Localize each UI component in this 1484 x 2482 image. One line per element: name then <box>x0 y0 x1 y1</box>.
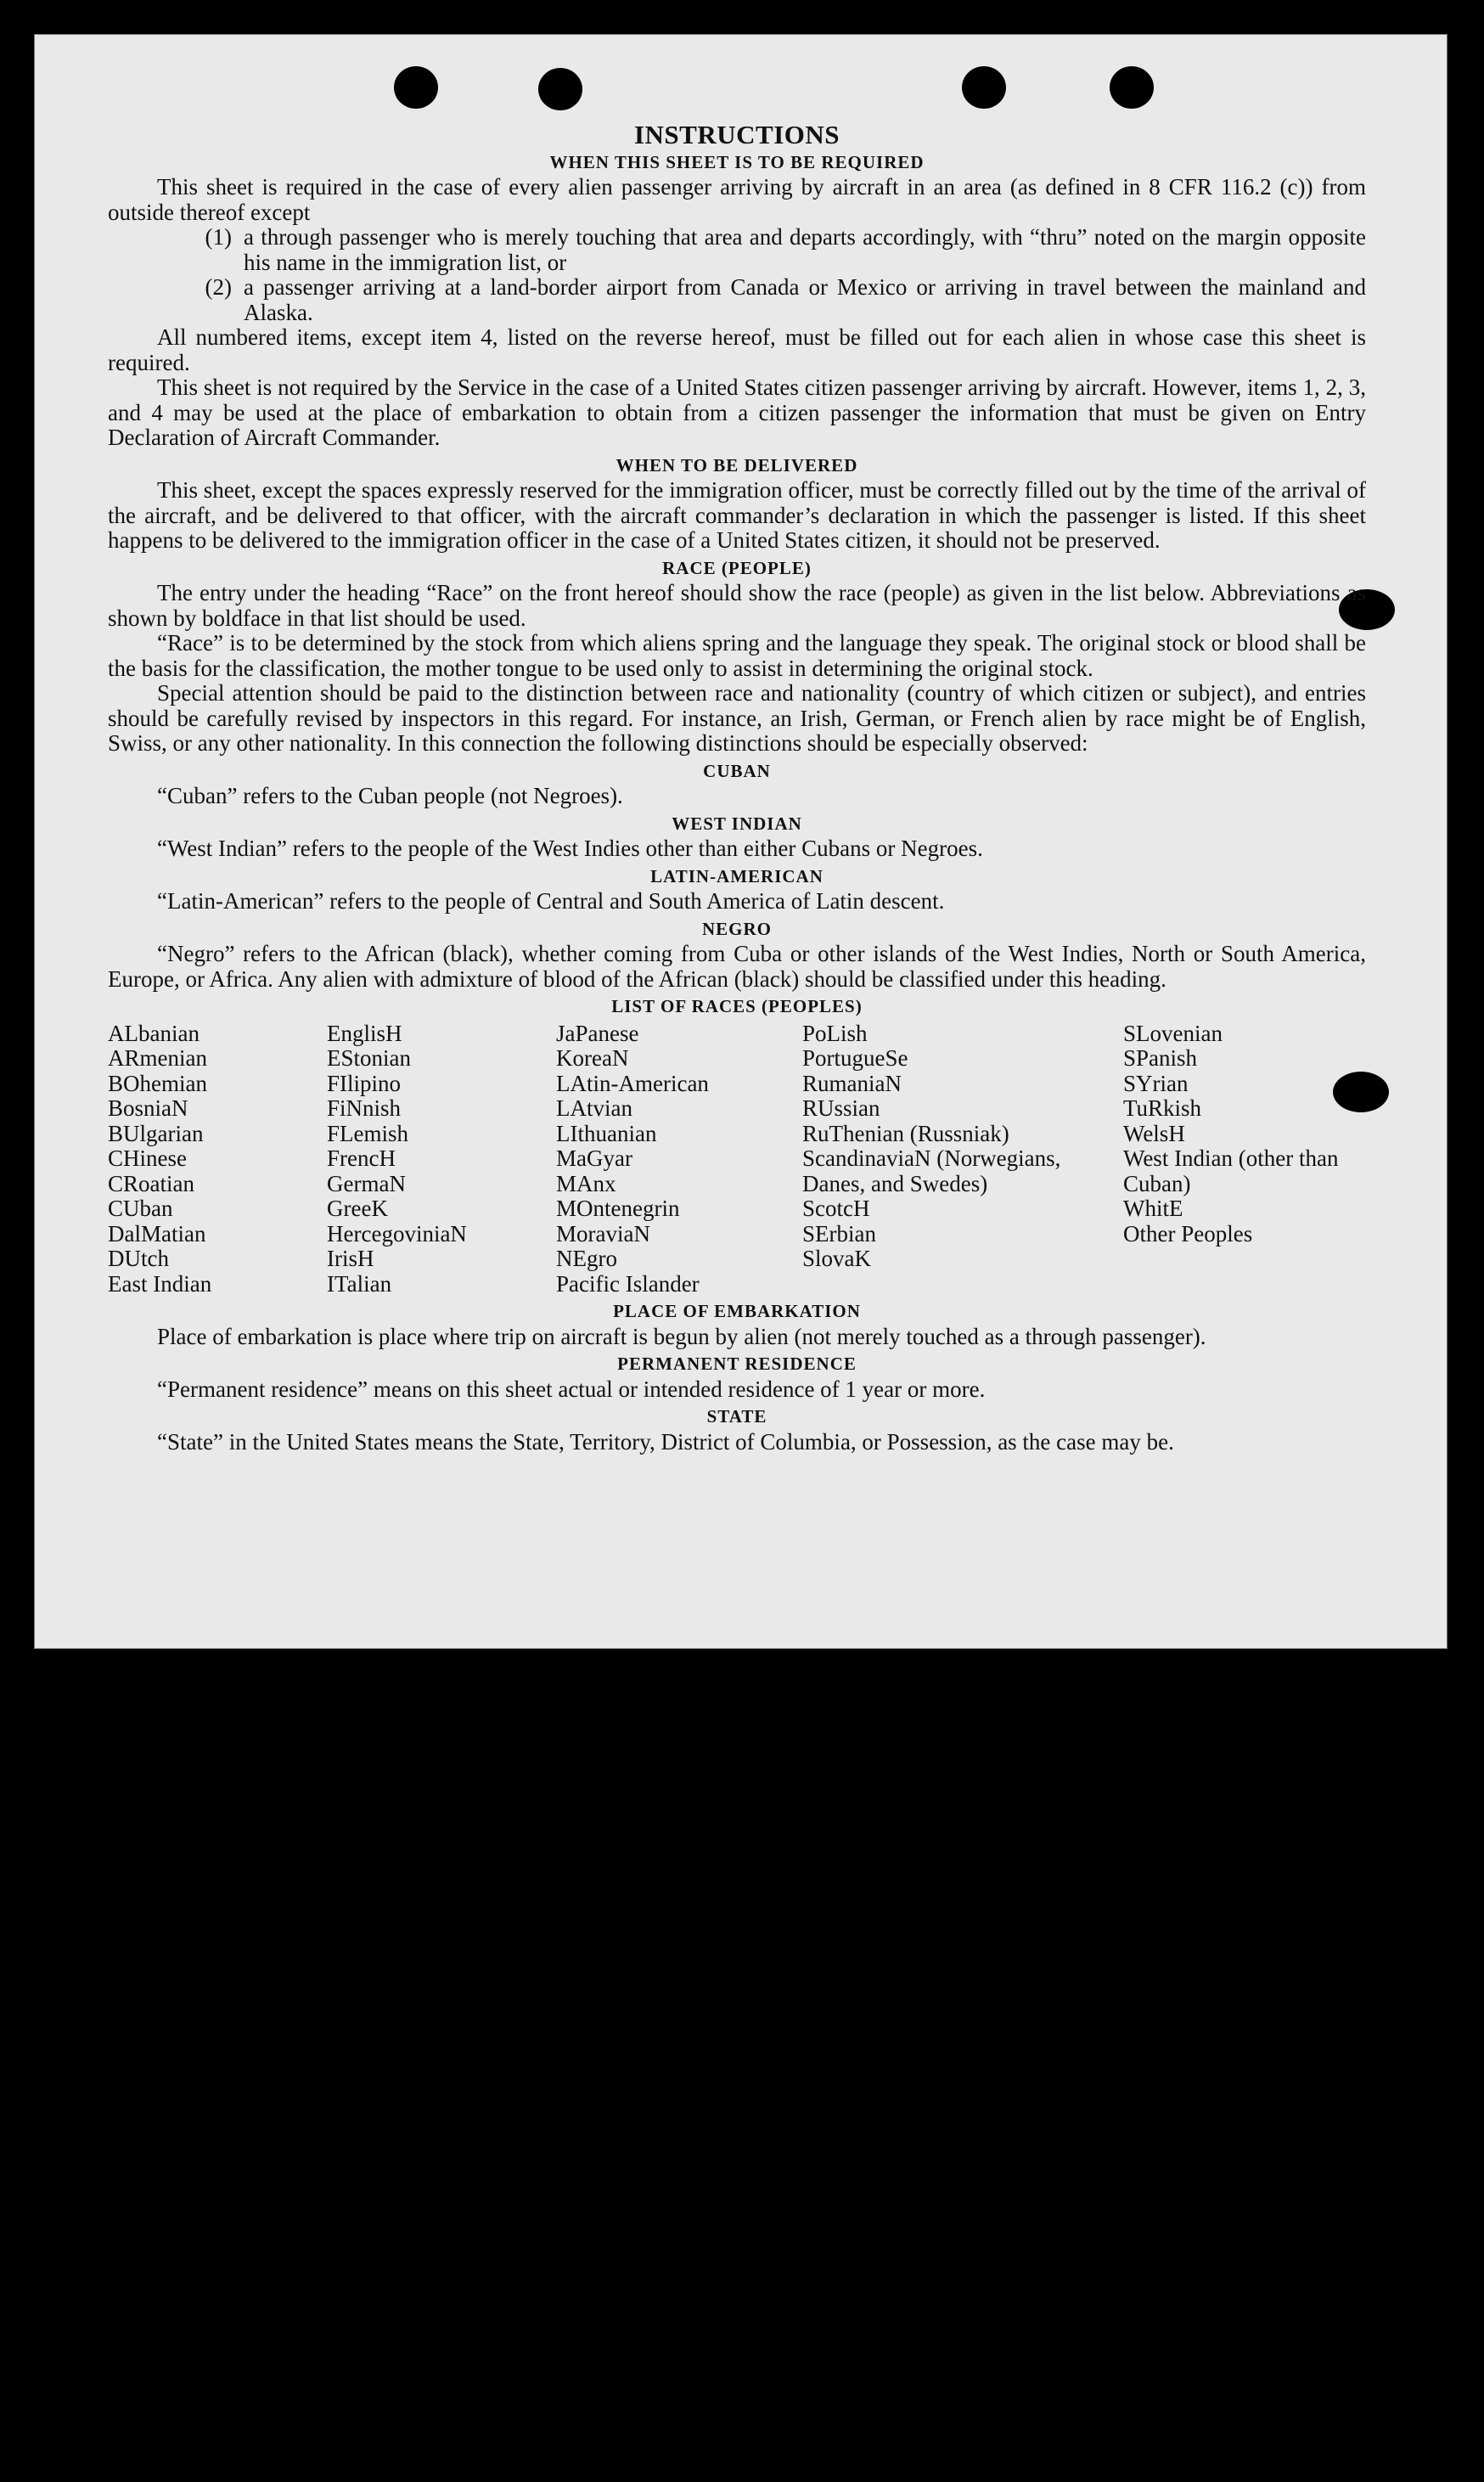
race-entry: SYrian <box>1123 1070 1189 1096</box>
race-entry: FrencH <box>327 1145 396 1171</box>
item-text: a through passenger who is merely touching that area and departs accordingly, with “thru” noted on the margin opposite his name in the immigration list, or <box>244 224 1366 275</box>
race-entry: ScandinaviaN (Norwegians, Danes, and Swedes) <box>802 1145 1061 1196</box>
paragraph: The entry under the heading “Race” on the front hereof should show the race (people) as given in the list below. Abbreviations as shown by boldface in that list should be used. <box>108 580 1366 631</box>
exception-item <box>108 275 1366 325</box>
race-entry: SPanish <box>1123 1045 1198 1071</box>
race-entry: EStonian <box>327 1045 411 1071</box>
race-entry: SlovaK <box>802 1246 871 1271</box>
race-entry: DalMatian <box>108 1220 206 1247</box>
item-number: (1) <box>205 224 232 250</box>
races-column <box>556 1022 795 1297</box>
races-column <box>108 1022 320 1297</box>
race-entry: SErbian <box>802 1220 876 1247</box>
exception-item <box>108 225 1366 275</box>
race-entry: PortugueSe <box>802 1045 908 1071</box>
section-heading: PERMANENT RESIDENCE <box>617 1354 857 1374</box>
race-entry: RUssian <box>802 1095 880 1121</box>
race-entry: FLemish <box>327 1120 409 1146</box>
race-entry: BOhemian <box>108 1070 207 1096</box>
paragraph: Special attention should be paid to the distinction between race and nationality (country of which citizen or subject), and entries should be carefully revised by inspectors in this regard. For instance, an Irish, German, or French alien by race might be of English, Swiss, or any other nationality. In this connection the following distinctions should be especially observed: <box>108 680 1366 756</box>
paragraph: “Negro” refers to the African (black), whether coming from Cuba or other islands of the West Indies, North or South America, Europe, or Africa. Any alien with admixture of blood of the African (black) should be classified under this heading. <box>108 941 1366 992</box>
race-entry: RuThenian (Russniak) <box>802 1120 1009 1146</box>
race-entry: CUban <box>108 1196 173 1221</box>
race-entry: BUlgarian <box>108 1120 204 1146</box>
race-entry: RumaniaN <box>802 1070 902 1096</box>
section-heading: LATIN-AMERICAN <box>650 865 824 886</box>
document-sheet <box>34 34 1447 1649</box>
race-entry: MoraviaN <box>556 1220 650 1247</box>
race-entry: PoLish <box>802 1020 868 1046</box>
race-entry: LIthuanian <box>556 1120 657 1146</box>
punch-hole <box>538 68 582 110</box>
paragraph: “Permanent residence” means on this sheet actual or intended residence of 1 year or more. <box>157 1376 986 1402</box>
punch-hole <box>962 66 1006 109</box>
race-entry: LAtin-American <box>556 1070 709 1096</box>
race-entry: East Indian <box>108 1270 212 1297</box>
races-column <box>327 1022 549 1297</box>
race-entry: ARmenian <box>108 1045 207 1071</box>
race-entry: WelsH <box>1123 1120 1185 1146</box>
race-entry: MAnx <box>556 1170 616 1196</box>
punch-hole <box>394 66 438 109</box>
paragraph: “Race” is to be determined by the stock from which aliens spring and the language they speak. The original stock or blood shall be the basis for the classification, the mother tongue to be used only to assist in determining the original stock. <box>108 630 1366 681</box>
section-heading: NEGRO <box>701 918 772 939</box>
paragraph: “Latin-American” refers to the people of Central and South America of Latin descent. <box>157 888 945 914</box>
section-heading: CUBAN <box>703 760 771 781</box>
paragraph: This sheet, except the spaces expressly reserved for the immigration officer, must be correctly filled out by the time of the arrival of the aircraft, and be delivered to that officer, with the aircraft commander’s declaration in which the passenger is listed. If this sheet happens to be delivered to the immigration officer in the case of a United States citizen, it should not be preserved. <box>108 477 1366 553</box>
race-entry: GermaN <box>327 1170 406 1196</box>
race-entry: ALbanian <box>108 1020 200 1046</box>
race-entry: TuRkish <box>1123 1095 1202 1121</box>
race-entry: CRoatian <box>108 1170 194 1196</box>
paragraph: “West Indian” refers to the people of the West Indies other than either Cubans or Negroes. <box>157 836 983 861</box>
paragraph: “State” in the United States means the State, Territory, District of Columbia, or Possession, as the case may be. <box>157 1428 1174 1455</box>
race-entry: NEgro <box>556 1246 617 1271</box>
item-number: (2) <box>205 274 232 300</box>
race-entry: West Indian (other than Cuban) <box>1123 1145 1339 1196</box>
races-list <box>108 1022 1366 1297</box>
race-entry: CHinese <box>108 1145 187 1171</box>
race-entry: MOntenegrin <box>556 1196 680 1221</box>
paragraph: This sheet is not required by the Service in the case of a United States citizen passenger arriving by aircraft. However, items 1, 2, 3, and 4 may be used at the place of embarkation to obtain from a citizen passenger the information that must be given on Entry Declaration of Aircraft Commander. <box>108 374 1366 450</box>
race-entry: FIlipino <box>327 1070 402 1096</box>
section-heading: RACE (PEOPLE) <box>662 557 812 578</box>
paragraph: “Cuban” refers to the Cuban people (not Negroes). <box>157 783 623 808</box>
instructions-content <box>108 122 1366 1455</box>
race-entry: SLovenian <box>1123 1020 1223 1046</box>
race-entry: LAtvian <box>556 1095 632 1121</box>
section-heading: WEST INDIAN <box>672 813 802 834</box>
races-column <box>1123 1022 1378 1297</box>
item-text: a passenger arriving at a land-border airport from Canada or Mexico or arriving in travel between the mainland and Alaska. <box>244 274 1366 325</box>
race-entry: Pacific Islander <box>556 1270 700 1297</box>
section-heading: STATE <box>706 1406 767 1427</box>
race-entry: KoreaN <box>556 1045 629 1071</box>
race-entry: JaPanese <box>556 1020 639 1046</box>
paragraph: This sheet is required in the case of every alien passenger arriving by aircraft in an area (as defined in 8 CFR 116.2 (c)) from outside thereof except <box>108 174 1366 225</box>
race-entry: BosniaN <box>108 1095 188 1121</box>
paragraph: All numbered items, except item 4, listed on the reverse hereof, must be filled out for each alien in whose case this sheet is required. <box>108 324 1366 375</box>
race-entry: ITalian <box>327 1270 392 1297</box>
paragraph: Place of embarkation is place where trip on aircraft is begun by alien (not merely touched as a through passenger). <box>157 1323 1206 1349</box>
race-entry: Other Peoples <box>1123 1220 1253 1247</box>
race-entry: WhitE <box>1123 1196 1183 1221</box>
race-entry: IrisH <box>327 1246 374 1271</box>
race-entry: DUtch <box>108 1246 169 1271</box>
race-entry: EnglisH <box>327 1020 402 1046</box>
race-entry: GreeK <box>327 1196 388 1221</box>
section-heading: WHEN TO BE DELIVERED <box>616 454 858 476</box>
section-heading: LIST OF RACES (PEOPLES) <box>611 996 863 1016</box>
race-entry: MaGyar <box>556 1145 632 1171</box>
race-entry: ScotcH <box>802 1196 870 1221</box>
section-heading: WHEN THIS SHEET IS TO BE REQUIRED <box>549 151 925 172</box>
race-entry: FiNnish <box>327 1095 402 1121</box>
section-heading: PLACE OF EMBARKATION <box>613 1301 861 1321</box>
punch-hole <box>1110 66 1154 109</box>
race-entry: HercegoviniaN <box>327 1220 467 1247</box>
races-column <box>802 1022 1116 1297</box>
page-title: INSTRUCTIONS <box>633 120 840 149</box>
